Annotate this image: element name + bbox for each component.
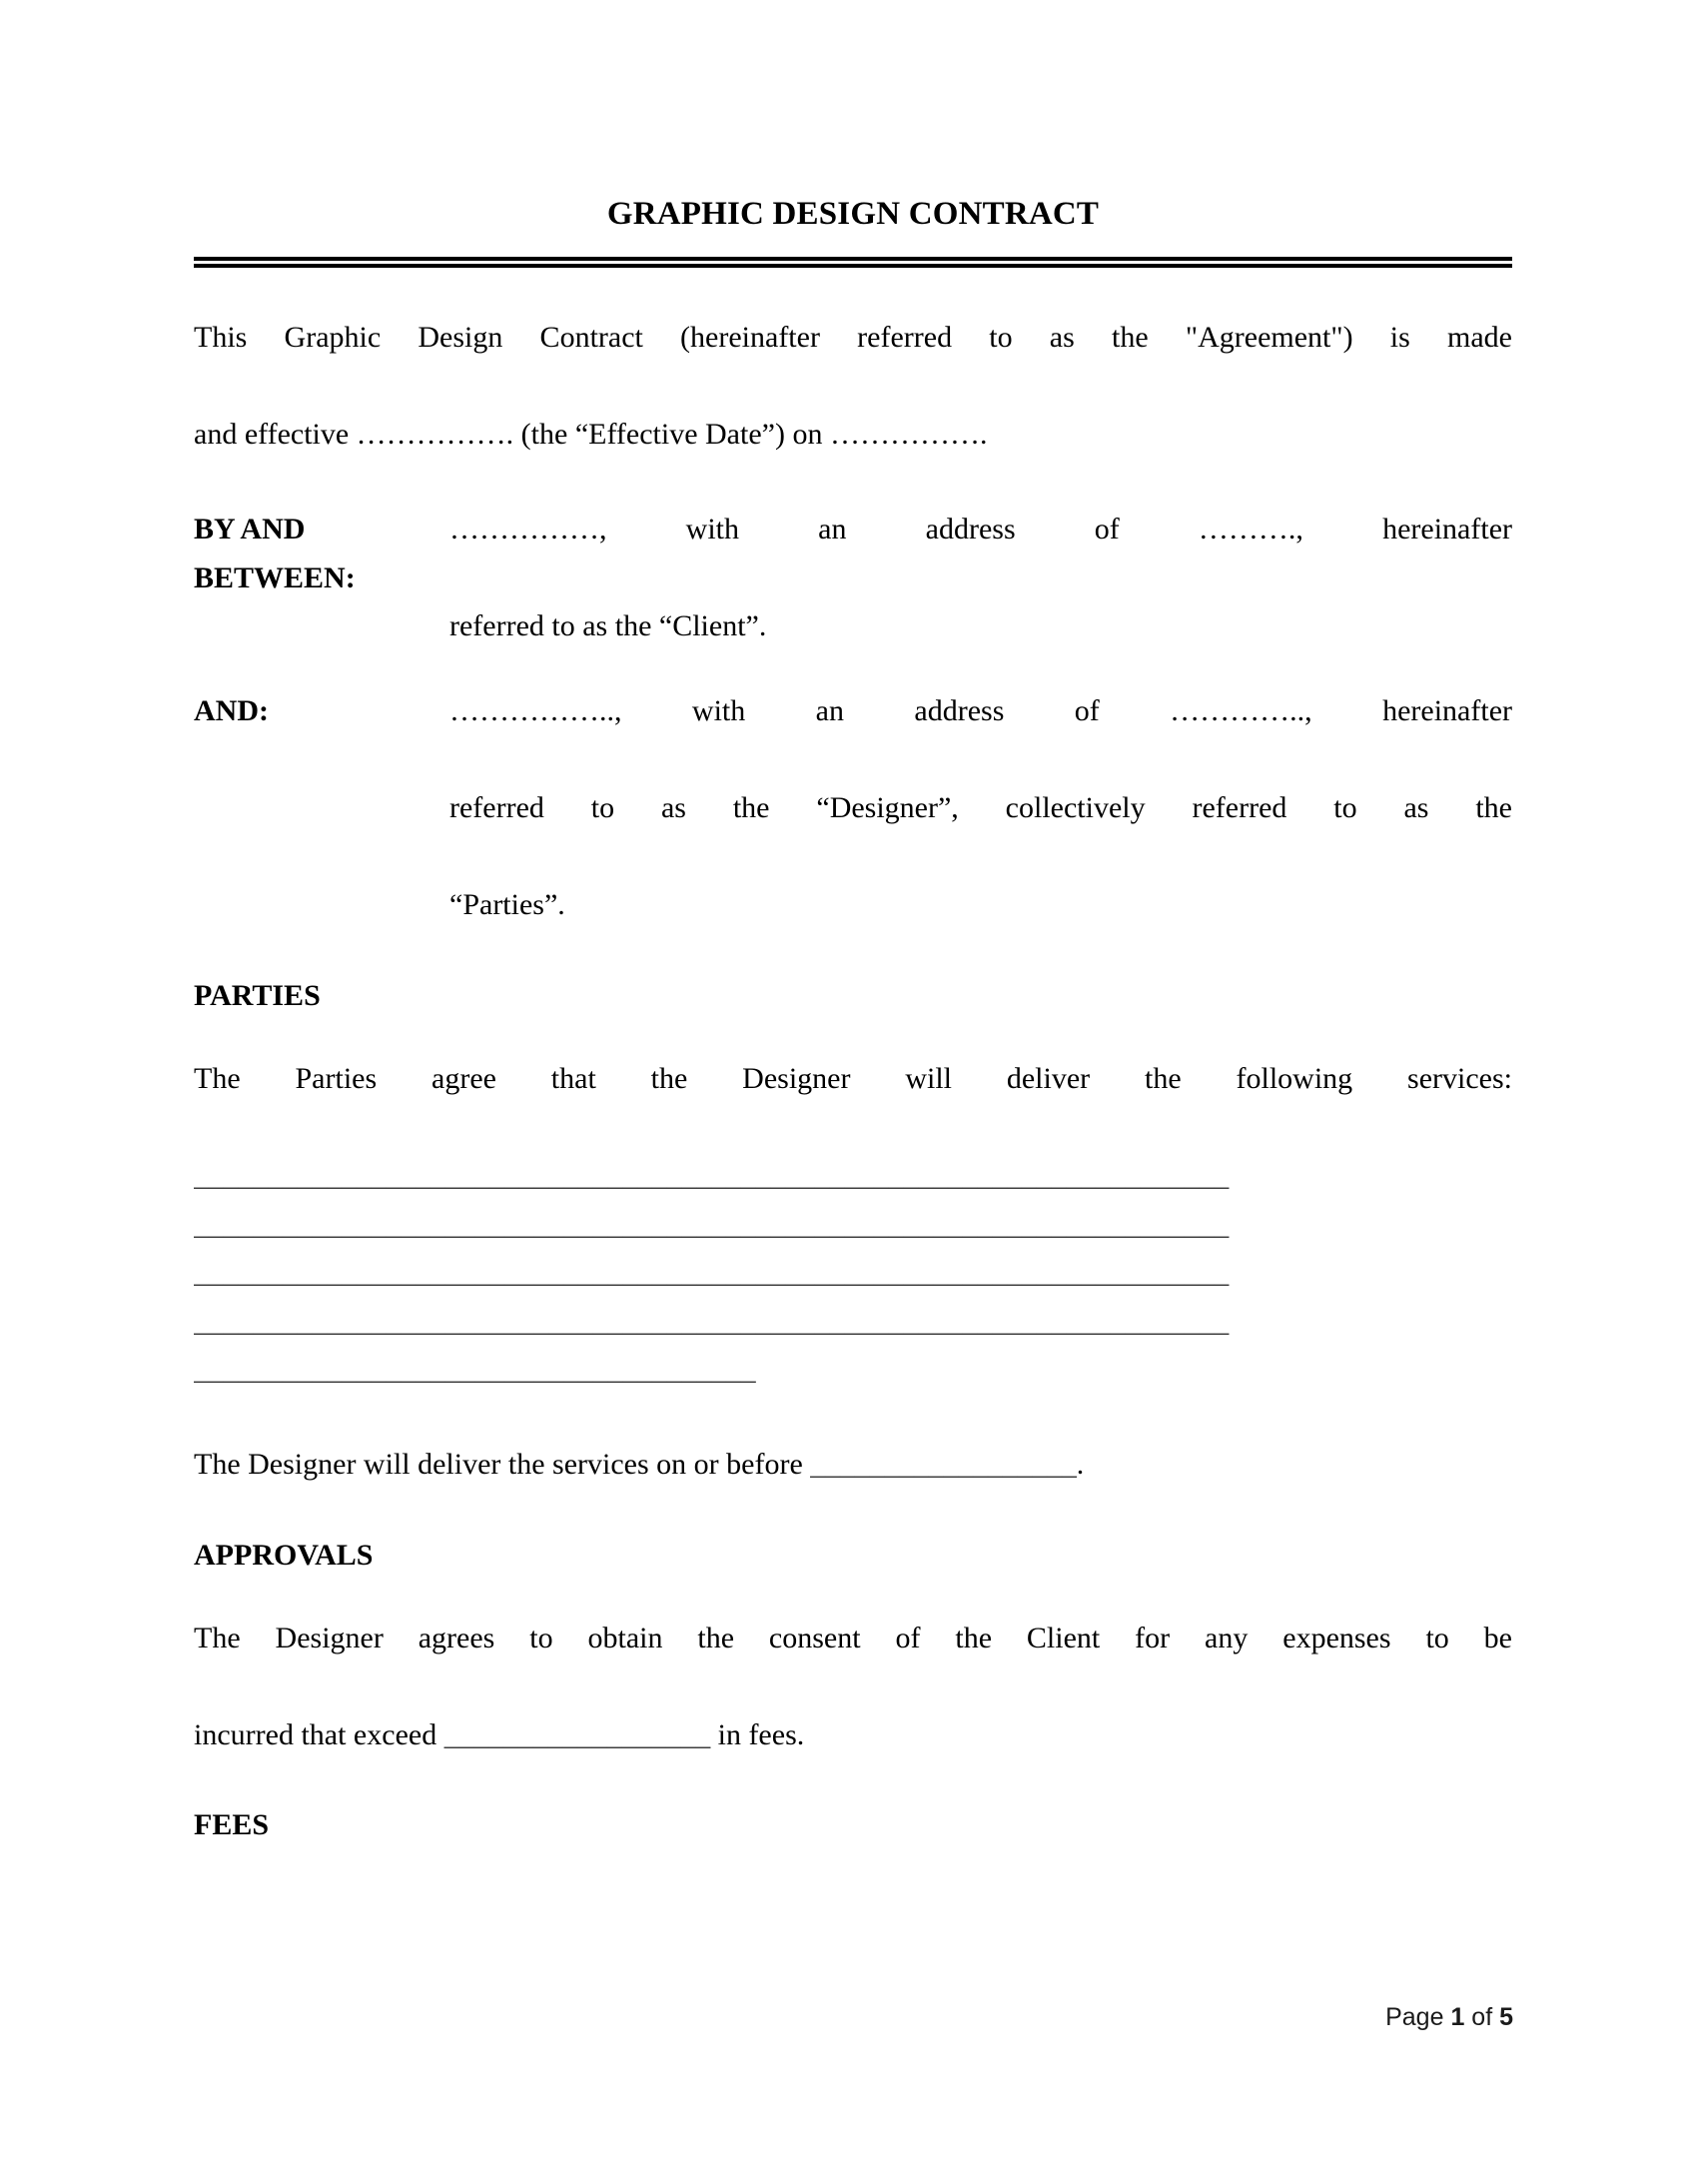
parties-intro-line: The Parties agree that the Designer will deliver the following services: — [194, 1061, 1512, 1095]
section-heading-parties: PARTIES — [194, 978, 321, 1012]
spacer — [194, 1490, 1512, 1536]
title-divider — [194, 257, 1512, 268]
delivery-date-paragraph — [194, 1441, 1512, 1490]
section-heading-approvals: APPROVALS — [194, 1538, 374, 1572]
party-label-and — [194, 687, 449, 736]
page-title: GRAPHIC DESIGN CONTRACT — [606, 196, 1100, 232]
intro-line-2: and effective ……………. (the “Effective Date”) on ……………. — [194, 418, 988, 452]
blank-line-5[interactable]: ______________________________________ — [194, 1353, 756, 1387]
party-text-and — [449, 687, 1512, 930]
spacer — [194, 930, 1512, 976]
intro-line-1: This Graphic Design Contract (hereinafter referred to as the "Agreement") is made — [194, 321, 1512, 355]
blank-line-3[interactable]: ______________________________________________________________________ — [194, 1256, 1230, 1290]
footer-prefix: Page — [1385, 2003, 1451, 2031]
party-row-and — [194, 687, 1512, 930]
spacer — [194, 460, 1512, 506]
party-label-line-1: BY AND — [194, 513, 306, 546]
spacer — [194, 1015, 1512, 1055]
approvals-fee-blank[interactable]: __________________ — [443, 1717, 711, 1751]
spacer — [194, 1759, 1512, 1805]
delivery-date-blank[interactable]: __________________ — [810, 1447, 1077, 1481]
approvals-line-1: The Designer agrees to obtain the consent of the Client for any expenses to be — [194, 1621, 1512, 1654]
approvals-paragraph — [194, 1615, 1512, 1760]
delivery-date-suffix: . — [1076, 1447, 1085, 1481]
intro-paragraph — [194, 314, 1512, 460]
approvals-line-2 — [194, 1711, 1512, 1760]
footer-middle: of — [1464, 2003, 1500, 2031]
document-content — [194, 0, 1512, 1844]
spacer — [194, 1575, 1512, 1615]
party-text-line-1: ……………, with an address of ………., hereinafter — [449, 513, 1512, 546]
blank-line-1[interactable]: ______________________________________________________________________ — [194, 1159, 1230, 1193]
footer-total-pages: 5 — [1499, 2003, 1513, 2031]
party-text-line-2: referred to as the “Client”. — [449, 609, 767, 643]
party-and-line-2: referred to as the “Designer”, collectively referred to as the — [449, 791, 1512, 825]
spacer — [194, 268, 1512, 314]
section-heading-fees: FEES — [194, 1808, 270, 1842]
blank-line-2[interactable]: ______________________________________________________________________ — [194, 1207, 1230, 1241]
approvals-line-2-prefix: incurred that exceed — [194, 1717, 444, 1751]
party-and-line-3: “Parties”. — [449, 888, 565, 922]
parties-blank-lines — [194, 1152, 1512, 1395]
blank-line-4[interactable]: ______________________________________________________________________ — [194, 1304, 1230, 1338]
page-footer — [1385, 2003, 1513, 2032]
approvals-line-2-suffix: in fees. — [710, 1717, 805, 1751]
footer-current-page: 1 — [1450, 2003, 1465, 2031]
party-row-by-and-between — [194, 506, 1512, 651]
delivery-date-prefix: The Designer will deliver the services on or before — [194, 1447, 811, 1481]
party-label-by-and-between — [194, 506, 449, 602]
party-text-by-and-between — [449, 506, 1512, 651]
spacer — [194, 1395, 1512, 1441]
party-label-line-2: BETWEEN: — [194, 560, 356, 594]
spacer — [194, 651, 1512, 687]
party-and-line-1: …………….., with an address of ………….., hereinafter — [449, 693, 1512, 727]
party-label-and-text: AND: — [194, 693, 269, 727]
